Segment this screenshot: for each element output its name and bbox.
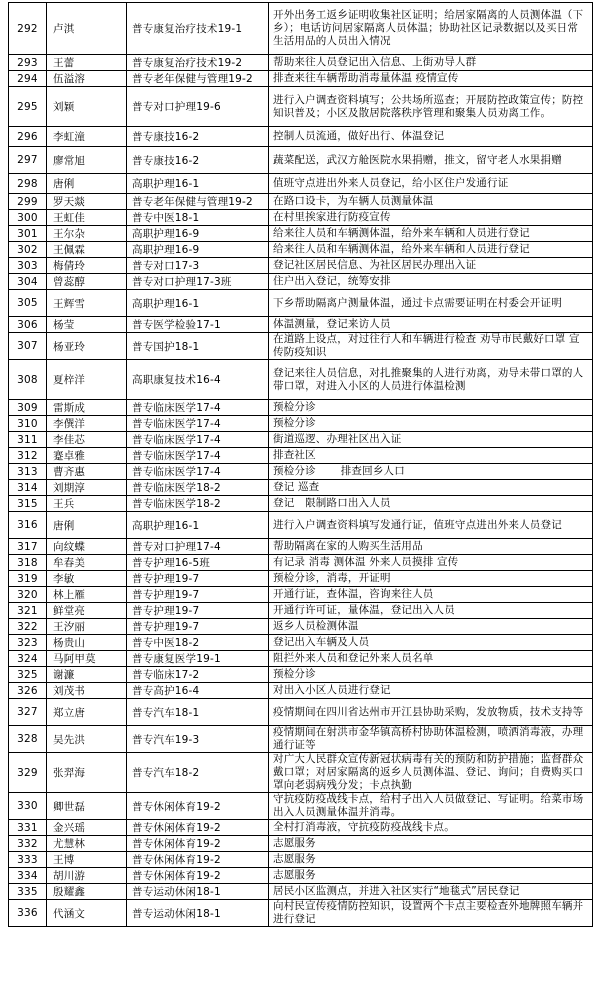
service-description: 在村里挨家进行防疫宣传: [269, 210, 593, 226]
row-number: 329: [9, 753, 47, 793]
volunteer-name: 刘颖: [47, 87, 127, 127]
class-major: 普专休闲体育19-2: [127, 836, 269, 852]
service-description: 下乡帮助隔离户测量体温，通过卡点需要证明在村委会开证明: [269, 290, 593, 317]
volunteer-name: 牟春美: [47, 555, 127, 571]
volunteer-name: 李佳芯: [47, 432, 127, 448]
class-major: 普专医学检验17-1: [127, 317, 269, 333]
table-row: [9, 432, 593, 448]
table-row: [9, 667, 593, 683]
table-row: [9, 416, 593, 432]
service-description: 开外出务工返乡证明收集社区证明；给居家隔离的人员测体温（下乡）；电话访问居家隔离人员体温；协助社区记录数据以及买日常生活用品的人员出入情况: [269, 3, 593, 55]
service-description: 预检分诊: [269, 667, 593, 683]
row-number: 319: [9, 571, 47, 587]
row-number: 336: [9, 900, 47, 927]
row-number: 294: [9, 71, 47, 87]
row-number: 322: [9, 619, 47, 635]
table-row: [9, 71, 593, 87]
table-row: [9, 147, 593, 174]
class-major: 普专汽车18-2: [127, 753, 269, 793]
service-description: 街道巡逻、办理社区出入证: [269, 432, 593, 448]
volunteer-name: 谢濂: [47, 667, 127, 683]
class-major: 普专汽车18-1: [127, 699, 269, 726]
volunteer-name: 王汐丽: [47, 619, 127, 635]
row-number: 296: [9, 127, 47, 147]
service-description: 帮助隔离在家的人购买生活用品: [269, 539, 593, 555]
table-row: [9, 852, 593, 868]
table-row: [9, 242, 593, 258]
row-number: 301: [9, 226, 47, 242]
service-description: 登记来往人员信息，对扎推聚集的人进行劝离，劝导未带口罩的人带口罩，对进入小区的人员进行体温检测: [269, 360, 593, 400]
row-number: 332: [9, 836, 47, 852]
volunteer-name: 王尔杂: [47, 226, 127, 242]
table-row: [9, 699, 593, 726]
class-major: 普专对口17-3: [127, 258, 269, 274]
table-row: [9, 480, 593, 496]
volunteer-name: 向纹蝶: [47, 539, 127, 555]
service-description: 进行入户调查资料填写；公共场所巡查；开展防控政策宣传；防控知识普及；小区及散居院落秩序管理和聚集人员劝离工作。: [269, 87, 593, 127]
service-description: 开通行许可证，量体温，登记出入人员: [269, 603, 593, 619]
table-row: [9, 820, 593, 836]
class-major: 普专康复医学19-1: [127, 651, 269, 667]
table-row: [9, 87, 593, 127]
class-major: 普专护理16-5班: [127, 555, 269, 571]
table-row: [9, 726, 593, 753]
table-row: [9, 571, 593, 587]
service-description: 有记录 消毒 测体温 外来人员摸排 宣传: [269, 555, 593, 571]
service-description: 蔬菜配送，武汉方舱医院水果捐赠，推文，留守老人水果捐赠: [269, 147, 593, 174]
service-description: 疫情期间在射洪市金华镇高桥村协助体温检测，喷洒消毒液，办理通行证等: [269, 726, 593, 753]
volunteer-name: 蹇卓雅: [47, 448, 127, 464]
service-description: 志愿服务: [269, 836, 593, 852]
volunteer-name: 李僎洋: [47, 416, 127, 432]
volunteer-name: 李虹潼: [47, 127, 127, 147]
service-description: 登记出入车辆及人员: [269, 635, 593, 651]
class-major: 普专护理19-7: [127, 571, 269, 587]
volunteer-table-body: [9, 3, 593, 927]
volunteer-name: 罗天燚: [47, 194, 127, 210]
row-number: 307: [9, 333, 47, 360]
table-row: [9, 333, 593, 360]
class-major: 普专康技16-2: [127, 147, 269, 174]
table-row: [9, 174, 593, 194]
volunteer-name: 雷斯成: [47, 400, 127, 416]
class-major: 普专休闲体育19-2: [127, 852, 269, 868]
volunteer-name: 王虹佳: [47, 210, 127, 226]
service-description: 志愿服务: [269, 852, 593, 868]
table-row: [9, 539, 593, 555]
volunteer-name: 唐俐: [47, 512, 127, 539]
service-description: 预检分诊，消毒，开证明: [269, 571, 593, 587]
table-row: [9, 683, 593, 699]
service-description: 开通行证，查体温，咨询来往人员: [269, 587, 593, 603]
class-major: 普专临床医学18-2: [127, 480, 269, 496]
class-major: 高职护理16-9: [127, 226, 269, 242]
volunteer-name: 王博: [47, 852, 127, 868]
row-number: 318: [9, 555, 47, 571]
table-row: [9, 884, 593, 900]
row-number: 323: [9, 635, 47, 651]
table-row: [9, 587, 593, 603]
service-description: 体温测量，登记来访人员: [269, 317, 593, 333]
service-description: 值班守点进出外来人员登记，给小区住户发通行证: [269, 174, 593, 194]
service-description: 登记 限制路口出入人员: [269, 496, 593, 512]
row-number: 312: [9, 448, 47, 464]
class-major: 普专康复治疗技术19-2: [127, 55, 269, 71]
volunteer-name: 殷耀鑫: [47, 884, 127, 900]
class-major: 普专临床医学18-2: [127, 496, 269, 512]
row-number: 308: [9, 360, 47, 400]
service-description: 在路口设卡，为车辆人员测量体温: [269, 194, 593, 210]
row-number: 324: [9, 651, 47, 667]
class-major: 高职康复技术16-4: [127, 360, 269, 400]
class-major: 普专康技16-2: [127, 127, 269, 147]
row-number: 317: [9, 539, 47, 555]
table-row: [9, 127, 593, 147]
volunteer-name: 李敏: [47, 571, 127, 587]
row-number: 320: [9, 587, 47, 603]
table-row: [9, 194, 593, 210]
row-number: 326: [9, 683, 47, 699]
volunteer-name: 卿世磊: [47, 793, 127, 820]
class-major: 普专对口护理19-6: [127, 87, 269, 127]
table-row: [9, 464, 593, 480]
row-number: 316: [9, 512, 47, 539]
class-major: 普专护理19-7: [127, 587, 269, 603]
table-row: [9, 226, 593, 242]
volunteer-name: 杨莹: [47, 317, 127, 333]
table-row: [9, 900, 593, 927]
table-row: [9, 868, 593, 884]
volunteer-name: 尤慧林: [47, 836, 127, 852]
service-description: 返乡人员检测体温: [269, 619, 593, 635]
service-description: 预检分诊 排查回乡人口: [269, 464, 593, 480]
volunteer-name: 鲜堂亮: [47, 603, 127, 619]
service-description: 给来往人员和车辆测体温，给外来车辆和人员进行登记: [269, 226, 593, 242]
service-description: 住户出入登记，统筹安排: [269, 274, 593, 290]
volunteer-name: 卢淇: [47, 3, 127, 55]
service-description: 在道路上设点，对过往行人和车辆进行检查 劝导市民戴好口罩 宣传防疫知识: [269, 333, 593, 360]
service-description: 向村民宣传疫情防控知识，设置两个卡点主要检查外地牌照车辆并进行登记: [269, 900, 593, 927]
row-number: 300: [9, 210, 47, 226]
row-number: 306: [9, 317, 47, 333]
volunteer-name: 曾蕊醇: [47, 274, 127, 290]
class-major: 普专中医18-2: [127, 635, 269, 651]
row-number: 302: [9, 242, 47, 258]
service-description: 给来往人员和车辆测体温，给外来车辆和人员进行登记: [269, 242, 593, 258]
volunteer-name: 梅倩玲: [47, 258, 127, 274]
volunteer-name: 杨亚玲: [47, 333, 127, 360]
row-number: 297: [9, 147, 47, 174]
volunteer-name: 吴先洪: [47, 726, 127, 753]
service-description: 志愿服务: [269, 868, 593, 884]
table-row: [9, 3, 593, 55]
class-major: 普专中医18-1: [127, 210, 269, 226]
row-number: 298: [9, 174, 47, 194]
service-description: 疫情期间在四川省达州市开江县协助采购，发放物质，技术支持等: [269, 699, 593, 726]
volunteer-name: 曹齐惠: [47, 464, 127, 480]
table-row: [9, 793, 593, 820]
row-number: 295: [9, 87, 47, 127]
class-major: 普专休闲体育19-2: [127, 868, 269, 884]
table-row: [9, 290, 593, 317]
class-major: 普专休闲体育19-2: [127, 820, 269, 836]
volunteer-name: 王蕾: [47, 55, 127, 71]
service-description: 排查来往车辆帮助消毒量体温 疫情宣传: [269, 71, 593, 87]
table-row: [9, 619, 593, 635]
row-number: 305: [9, 290, 47, 317]
row-number: 313: [9, 464, 47, 480]
volunteer-name: 马阿甲莫: [47, 651, 127, 667]
class-major: 普专临床医学17-4: [127, 400, 269, 416]
service-description: 排查社区: [269, 448, 593, 464]
class-major: 普专休闲体育19-2: [127, 793, 269, 820]
class-major: 普专运动休闲18-1: [127, 884, 269, 900]
volunteer-name: 伍溢溶: [47, 71, 127, 87]
volunteer-name: 张羿海: [47, 753, 127, 793]
row-number: 311: [9, 432, 47, 448]
row-number: 335: [9, 884, 47, 900]
class-major: 高职护理16-1: [127, 512, 269, 539]
volunteer-name: 胡川游: [47, 868, 127, 884]
service-description: 预检分诊: [269, 416, 593, 432]
table-row: [9, 555, 593, 571]
row-number: 331: [9, 820, 47, 836]
service-description: 进行入户调查资料填写发通行证，值班守点进出外来人员登记: [269, 512, 593, 539]
service-description: 居民小区监测点，并进入社区实行“地毯式”居民登记: [269, 884, 593, 900]
table-row: [9, 258, 593, 274]
row-number: 321: [9, 603, 47, 619]
row-number: 330: [9, 793, 47, 820]
service-description: 预检分诊: [269, 400, 593, 416]
class-major: 普专临床17-2: [127, 667, 269, 683]
class-major: 高职护理16-9: [127, 242, 269, 258]
row-number: 310: [9, 416, 47, 432]
class-major: 普专国护18-1: [127, 333, 269, 360]
service-description: 对出入小区人员进行登记: [269, 683, 593, 699]
class-major: 高职护理16-1: [127, 174, 269, 194]
table-row: [9, 512, 593, 539]
row-number: 293: [9, 55, 47, 71]
class-major: 普专护理19-7: [127, 603, 269, 619]
class-major: 普专康复治疗技术19-1: [127, 3, 269, 55]
volunteer-name: 郑立唐: [47, 699, 127, 726]
class-major: 高职护理16-1: [127, 290, 269, 317]
service-description: 控制人员流通，做好出行、体温登记: [269, 127, 593, 147]
row-number: 303: [9, 258, 47, 274]
service-description: 全村打消毒液，守抗疫防疫战线卡点。: [269, 820, 593, 836]
class-major: 普专汽车19-3: [127, 726, 269, 753]
table-row: [9, 836, 593, 852]
table-row: [9, 317, 593, 333]
row-number: 299: [9, 194, 47, 210]
row-number: 334: [9, 868, 47, 884]
service-description: 登记社区居民信息、为社区居民办理出入证: [269, 258, 593, 274]
table-row: [9, 360, 593, 400]
class-major: 普专对口护理17-4: [127, 539, 269, 555]
table-row: [9, 635, 593, 651]
volunteer-name: 代涵文: [47, 900, 127, 927]
service-description: 阻拦外来人员和登记外来人员名单: [269, 651, 593, 667]
row-number: 314: [9, 480, 47, 496]
class-major: 普专对口护理17-3班: [127, 274, 269, 290]
service-description: 守抗疫防疫战线卡点，给村子出入人员做登记、写证明。给菜市场出入人员测量体温并消毒。: [269, 793, 593, 820]
volunteer-name: 王佩霖: [47, 242, 127, 258]
class-major: 普专临床医学17-4: [127, 432, 269, 448]
row-number: 309: [9, 400, 47, 416]
table-row: [9, 753, 593, 793]
row-number: 333: [9, 852, 47, 868]
class-major: 普专运动休闲18-1: [127, 900, 269, 927]
volunteer-table: [8, 2, 593, 927]
table-row: [9, 496, 593, 512]
class-major: 普专老年保健与管理19-2: [127, 194, 269, 210]
volunteer-name: 刘期淳: [47, 480, 127, 496]
table-row: [9, 448, 593, 464]
class-major: 普专临床医学17-4: [127, 448, 269, 464]
volunteer-name: 杨贵山: [47, 635, 127, 651]
row-number: 325: [9, 667, 47, 683]
class-major: 普专护理19-7: [127, 619, 269, 635]
volunteer-name: 金兴瑶: [47, 820, 127, 836]
class-major: 普专高护16-4: [127, 683, 269, 699]
volunteer-name: 林上雁: [47, 587, 127, 603]
volunteer-name: 王兵: [47, 496, 127, 512]
table-row: [9, 651, 593, 667]
class-major: 普专老年保健与管理19-2: [127, 71, 269, 87]
row-number: 292: [9, 3, 47, 55]
class-major: 普专临床医学17-4: [127, 416, 269, 432]
volunteer-name: 刘茂书: [47, 683, 127, 699]
volunteer-name: 唐俐: [47, 174, 127, 194]
table-row: [9, 603, 593, 619]
table-row: [9, 400, 593, 416]
volunteer-name: 夏梓洋: [47, 360, 127, 400]
volunteer-name: 廖常旭: [47, 147, 127, 174]
table-row: [9, 55, 593, 71]
class-major: 普专临床医学17-4: [127, 464, 269, 480]
service-description: 对广大人民群众宣传新冠状病毒有关的预防和防护措施；监督群众戴口罩；对居家隔离的返乡人员测体温、登记、询问；自费购买口罩向老弱病残分发；卡点执勤: [269, 753, 593, 793]
volunteer-name: 王辉雪: [47, 290, 127, 317]
table-row: [9, 274, 593, 290]
table-row: [9, 210, 593, 226]
service-description: 帮助来往人员登记出入信息、上街劝导人群: [269, 55, 593, 71]
row-number: 304: [9, 274, 47, 290]
row-number: 328: [9, 726, 47, 753]
row-number: 315: [9, 496, 47, 512]
service-description: 登记 巡查: [269, 480, 593, 496]
row-number: 327: [9, 699, 47, 726]
